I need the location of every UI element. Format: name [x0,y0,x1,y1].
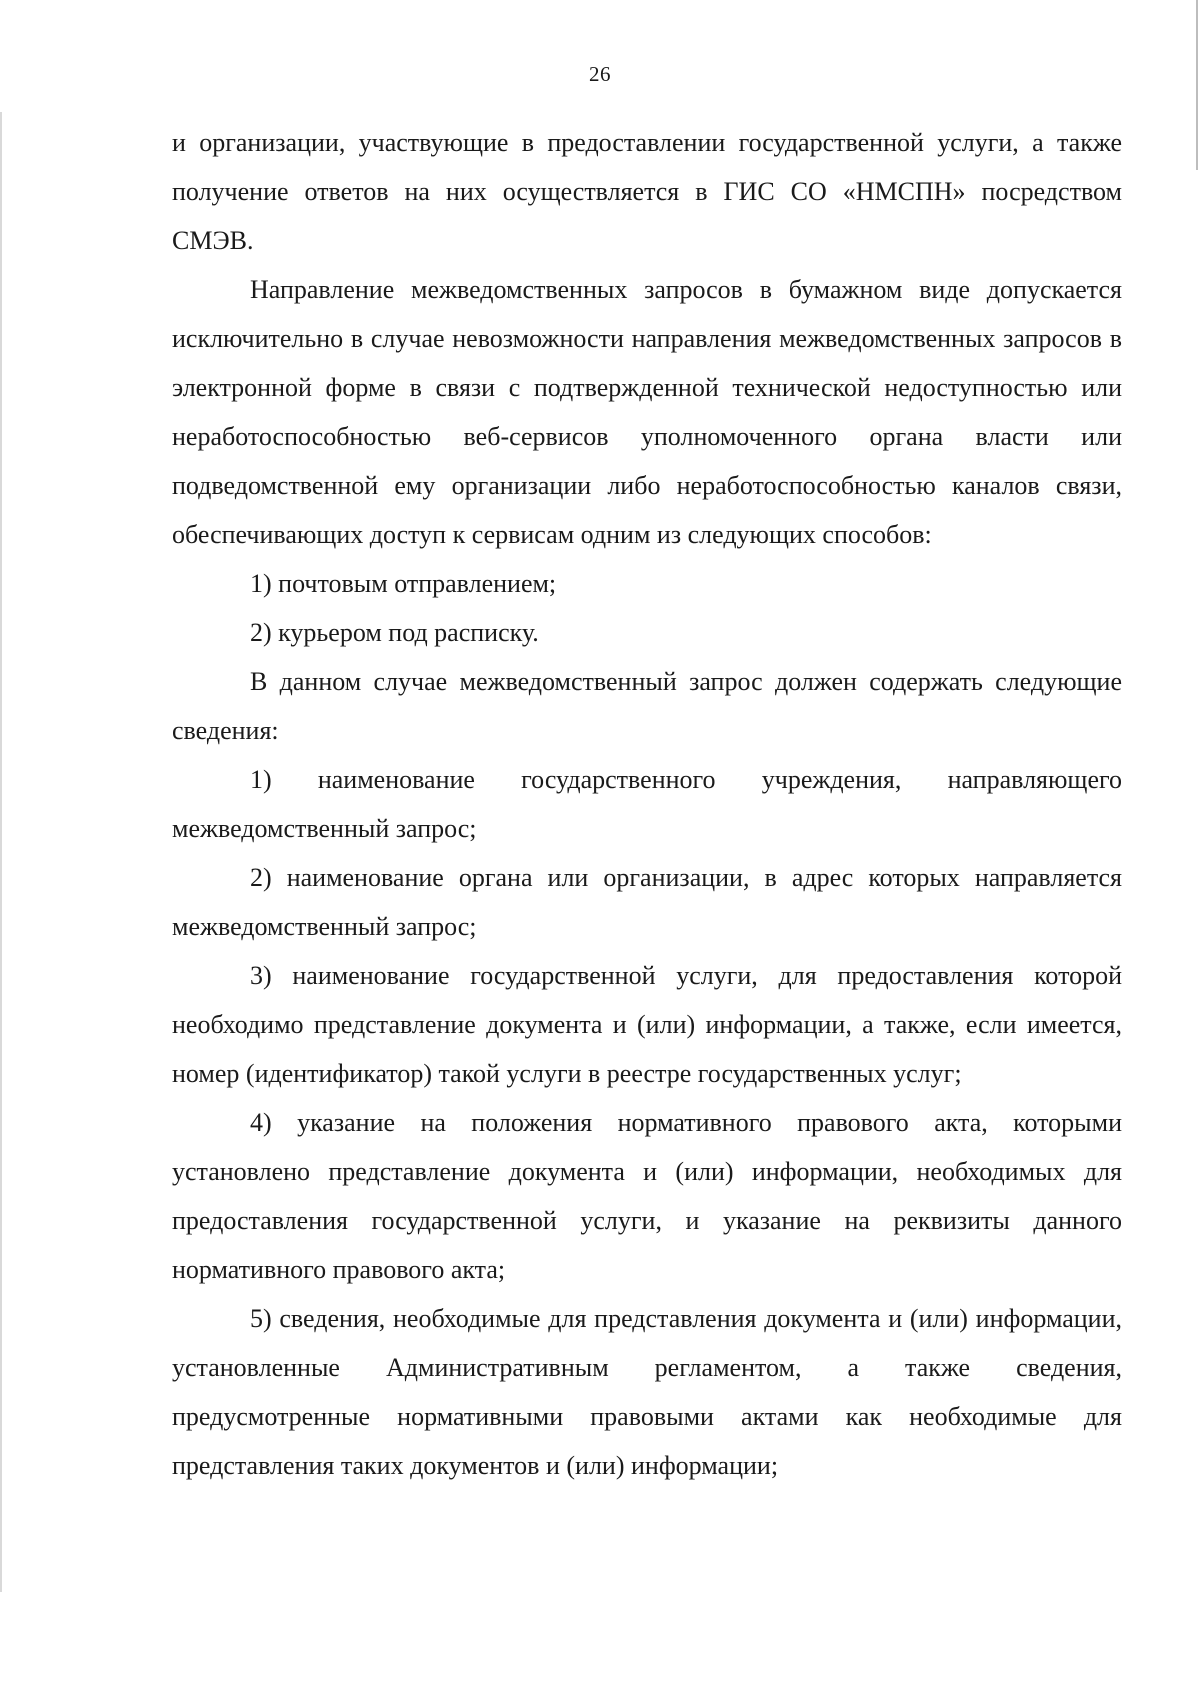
list-item-courier: 2) курьером под расписку. [250,618,539,647]
document-body [172,118,1122,1490]
list-item-postal: 1) почтовым отправлением; [250,569,557,598]
list-item-service-name: 3) наименование государственной услуги, для предоставления которой необходимо представление документа и (или) информации, а также, если имеется, номер (идентификатор) такой услуги в реестре государственных услуг; [172,961,1122,1088]
list-item-recipient-name: 2) наименование органа или организации, в адрес которых направляется межведомственный запрос; [172,863,1122,941]
list-item-institution-name: 1) наименование государственного учреждения, направляющего межведомственный запрос; [172,765,1122,843]
scan-edge-left [0,112,2,1592]
paragraph-paper-requests: Направление межведомственных запросов в бумажном виде допускается исключительно в случае невозможности направления межведомственных запросов в электронной форме в связи с подтвержденной технической недоступностью или неработоспособностью веб-сервисов уполномоченного органа власти или подведомственной ему организации либо неработоспособностью каналов связи, обеспечивающих доступ к сервисам одним из следующих способов: [172,275,1122,549]
paragraph-request-contents: В данном случае межведомственный запрос должен содержать следующие сведения: [172,667,1122,745]
paragraph-continuation: и организации, участвующие в предоставлении государственной услуги, а также получение ответов на них осуществляется в ГИС СО «НМСПН» посредством СМЭВ. [172,128,1122,255]
page-number: 26 [589,62,611,86]
list-item-legal-act: 4) указание на положения нормативного правового акта, которыми установлено представление документа и (или) информации, необходимых для предоставления государственной услуги, и указание на реквизиты данного нормативного правового акта; [172,1108,1122,1284]
list-item-required-info: 5) сведения, необходимые для представления документа и (или) информации, установленные Административным регламентом, а также сведения, предусмотренные нормативными правовыми актами как необходимые для представления таких документов и (или) информации; [172,1304,1122,1480]
